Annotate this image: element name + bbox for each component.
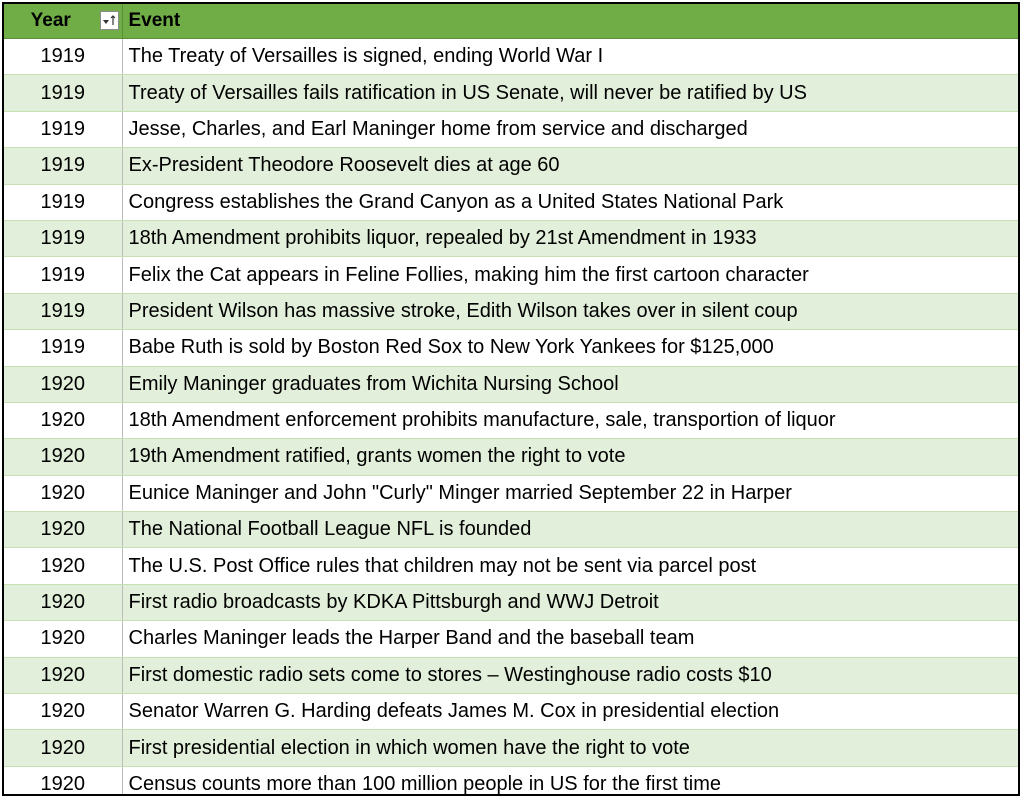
year-cell[interactable]: 1919 <box>4 293 122 329</box>
event-cell[interactable]: The U.S. Post Office rules that children may not be sent via parcel post <box>122 548 1018 584</box>
table-row <box>4 75 1018 111</box>
table-row <box>4 184 1018 220</box>
year-cell[interactable]: 1920 <box>4 439 122 475</box>
events-table <box>4 4 1018 796</box>
table-row <box>4 330 1018 366</box>
table-row <box>4 293 1018 329</box>
table-row <box>4 111 1018 147</box>
event-cell[interactable]: First domestic radio sets come to stores – Westinghouse radio costs $10 <box>122 657 1018 693</box>
table-row <box>4 548 1018 584</box>
event-cell[interactable]: First presidential election in which women have the right to vote <box>122 730 1018 766</box>
event-cell[interactable]: Treaty of Versailles fails ratification in US Senate, will never be ratified by US <box>122 75 1018 111</box>
year-cell[interactable]: 1920 <box>4 402 122 438</box>
event-cell[interactable]: Ex-President Theodore Roosevelt dies at age 60 <box>122 148 1018 184</box>
event-cell[interactable]: The Treaty of Versailles is signed, ending World War I <box>122 39 1018 75</box>
year-cell[interactable]: 1919 <box>4 75 122 111</box>
table-row <box>4 512 1018 548</box>
year-header-label: Year <box>30 10 71 31</box>
year-cell[interactable]: 1919 <box>4 39 122 75</box>
year-cell[interactable]: 1920 <box>4 766 122 796</box>
table-body <box>4 39 1018 797</box>
table-row <box>4 366 1018 402</box>
event-cell[interactable]: 19th Amendment ratified, grants women the right to vote <box>122 439 1018 475</box>
year-cell[interactable]: 1920 <box>4 512 122 548</box>
event-cell[interactable]: Babe Ruth is sold by Boston Red Sox to New York Yankees for $125,000 <box>122 330 1018 366</box>
year-cell[interactable]: 1919 <box>4 184 122 220</box>
year-cell[interactable]: 1920 <box>4 475 122 511</box>
event-header-label: Event <box>128 10 181 31</box>
table-row <box>4 657 1018 693</box>
year-cell[interactable]: 1920 <box>4 730 122 766</box>
table-row <box>4 766 1018 796</box>
table-header <box>4 4 1018 39</box>
event-cell[interactable]: Eunice Maninger and John "Curly" Minger married September 22 in Harper <box>122 475 1018 511</box>
header-row <box>4 4 1018 39</box>
year-cell[interactable]: 1920 <box>4 584 122 620</box>
table-row <box>4 220 1018 256</box>
table-row <box>4 257 1018 293</box>
year-filter-button[interactable] <box>100 11 119 30</box>
year-cell[interactable]: 1920 <box>4 657 122 693</box>
sort-filter-icon <box>102 14 117 27</box>
event-cell[interactable]: Jesse, Charles, and Earl Maninger home from service and discharged <box>122 111 1018 147</box>
year-cell[interactable]: 1920 <box>4 366 122 402</box>
table-row <box>4 694 1018 730</box>
table-row <box>4 730 1018 766</box>
year-cell[interactable]: 1920 <box>4 621 122 657</box>
event-cell[interactable]: Charles Maninger leads the Harper Band and the baseball team <box>122 621 1018 657</box>
event-cell[interactable]: The National Football League NFL is founded <box>122 512 1018 548</box>
year-column-header[interactable] <box>4 4 122 39</box>
table-row <box>4 584 1018 620</box>
event-cell[interactable]: President Wilson has massive stroke, Edith Wilson takes over in silent coup <box>122 293 1018 329</box>
event-cell[interactable]: Senator Warren G. Harding defeats James M. Cox in presidential election <box>122 694 1018 730</box>
year-cell[interactable]: 1919 <box>4 148 122 184</box>
table-row <box>4 439 1018 475</box>
event-cell[interactable]: First radio broadcasts by KDKA Pittsburgh and WWJ Detroit <box>122 584 1018 620</box>
event-cell[interactable]: Census counts more than 100 million people in US for the first time <box>122 766 1018 796</box>
year-cell[interactable]: 1919 <box>4 111 122 147</box>
event-cell[interactable]: Emily Maninger graduates from Wichita Nursing School <box>122 366 1018 402</box>
event-cell[interactable]: Felix the Cat appears in Feline Follies, making him the first cartoon character <box>122 257 1018 293</box>
year-cell[interactable]: 1919 <box>4 220 122 256</box>
table-row <box>4 39 1018 75</box>
table-row <box>4 148 1018 184</box>
table-row <box>4 621 1018 657</box>
table-row <box>4 475 1018 511</box>
year-cell[interactable]: 1919 <box>4 330 122 366</box>
event-cell[interactable]: Congress establishes the Grand Canyon as a United States National Park <box>122 184 1018 220</box>
year-cell[interactable]: 1919 <box>4 257 122 293</box>
year-cell[interactable]: 1920 <box>4 694 122 730</box>
event-cell[interactable]: 18th Amendment prohibits liquor, repealed by 21st Amendment in 1933 <box>122 220 1018 256</box>
event-column-header[interactable] <box>122 4 1018 39</box>
year-cell[interactable]: 1920 <box>4 548 122 584</box>
table-row <box>4 402 1018 438</box>
events-table-frame <box>2 2 1020 796</box>
event-cell[interactable]: 18th Amendment enforcement prohibits manufacture, sale, transportion of liquor <box>122 402 1018 438</box>
